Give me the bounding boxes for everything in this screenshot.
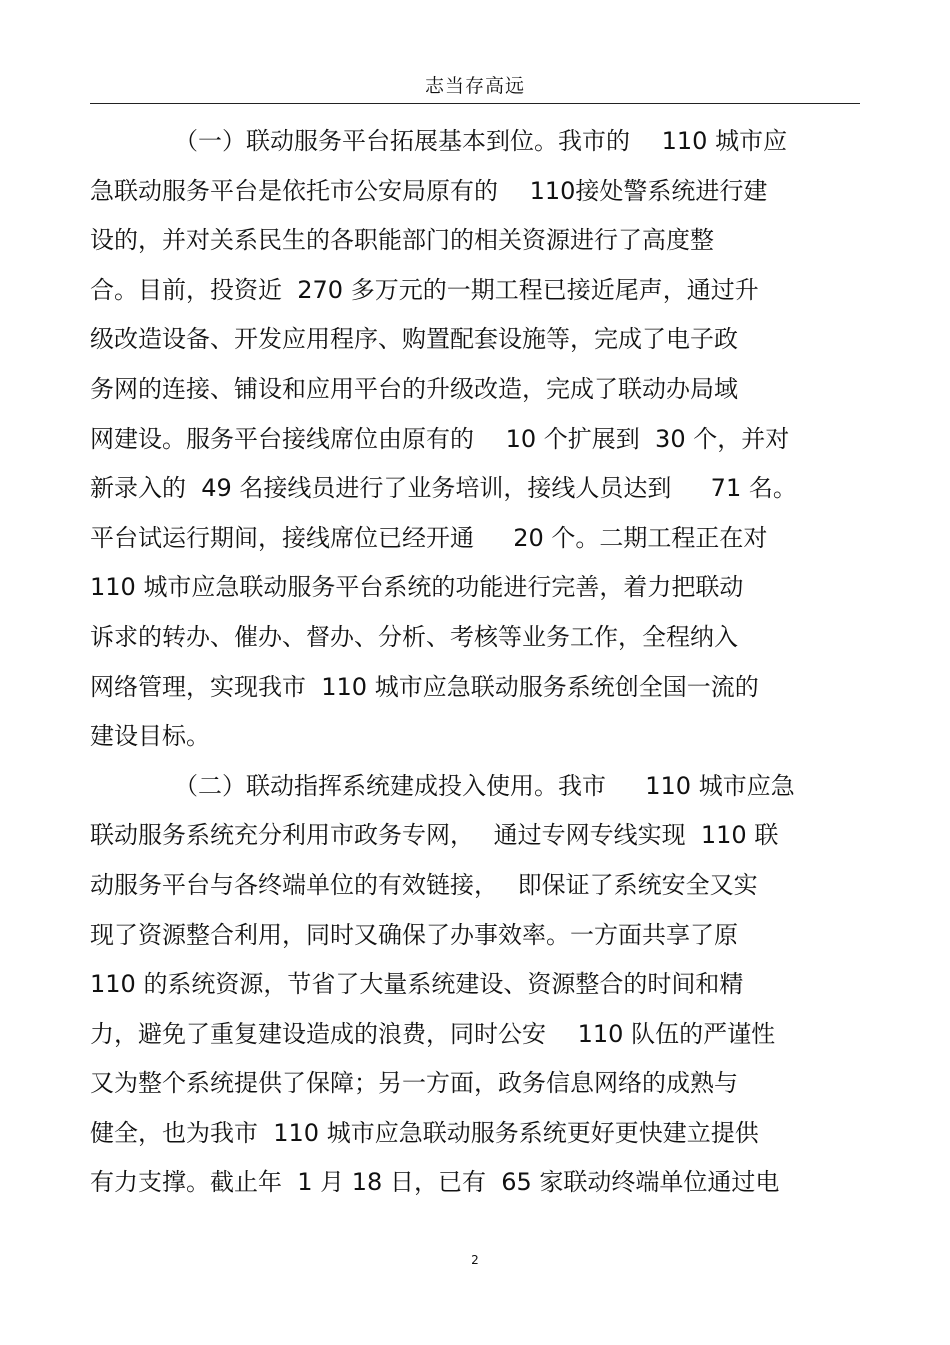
document-body [90,117,860,1208]
paragraph-2 [90,762,860,1208]
page-header-title: 志当存高远 [424,75,525,97]
text-line: 又为整个系统提供了保障；另一方面，政务信息网络的成熟与 [90,1069,738,1098]
text-line: 诉求的转办、催办、督办、分析、考核等业务工作，全程纳入 [90,622,738,651]
text-line: 级改造设备、开发应用程序、购置配套设施等，完成了电子政 [90,325,738,354]
paragraph-1 [90,117,860,762]
text-line: 务网的连接、铺设和应用平台的升级改造，完成了联动办局域 [90,374,738,403]
text-line: 110 城市应急联动服务平台系统的功能进行完善，着力把联动 [90,573,744,602]
text-line: 急联动服务平台是依托市公安局原有的 110接处警系统进行建 [90,176,768,205]
text-line: 合。目前，投资近 270 多万元的一期工程已接近尾声，通过升 [90,275,759,304]
text-line: （一）联动服务平台拓展基本到位。我市的 110 城市应 [174,127,788,155]
text-line: 网建设。服务平台接线席位由原有的 10 个扩展到 30 个，并对 [90,424,790,453]
text-line: 新录入的 49 名接线员进行了业务培训，接线人员达到 71 名。 [90,474,797,503]
text-line: 110 的系统资源，节省了大量系统建设、资源整合的时间和精 [90,970,744,999]
text-line: 力，避免了重复建设造成的浪费，同时公安 110 队伍的严谨性 [90,1019,776,1048]
text-line: 平台试运行期间，接线席位已经开通 20 个。二期工程正在对 [90,523,768,552]
text-line: 健全，也为我市 110 城市应急联动服务系统更好更快建立提供 [90,1118,759,1147]
text-line: 建设目标。 [90,722,210,751]
text-line: 联动服务系统充分利用市政务专网， 通过专网专线实现 110 联 [90,821,779,850]
text-line: 现了资源整合利用，同时又确保了办事效率。一方面共享了原 [90,920,738,949]
page-number: 2 [471,1253,479,1267]
text-line: 网络管理，实现我市 110 城市应急联动服务系统创全国一流的 [90,672,759,701]
header-divider [90,103,860,104]
text-line: 动服务平台与各终端单位的有效链接， 即保证了系统安全又实 [90,870,758,899]
text-line: 有力支撑。截止年 1 月 18 日，已有 65 家联动终端单位通过电 [90,1168,780,1197]
text-line: （二）联动指挥系统建成投入使用。我市 110 城市应急 [174,771,795,800]
text-line: 设的，并对关系民生的各职能部门的相关资源进行了高度整 [90,226,714,255]
